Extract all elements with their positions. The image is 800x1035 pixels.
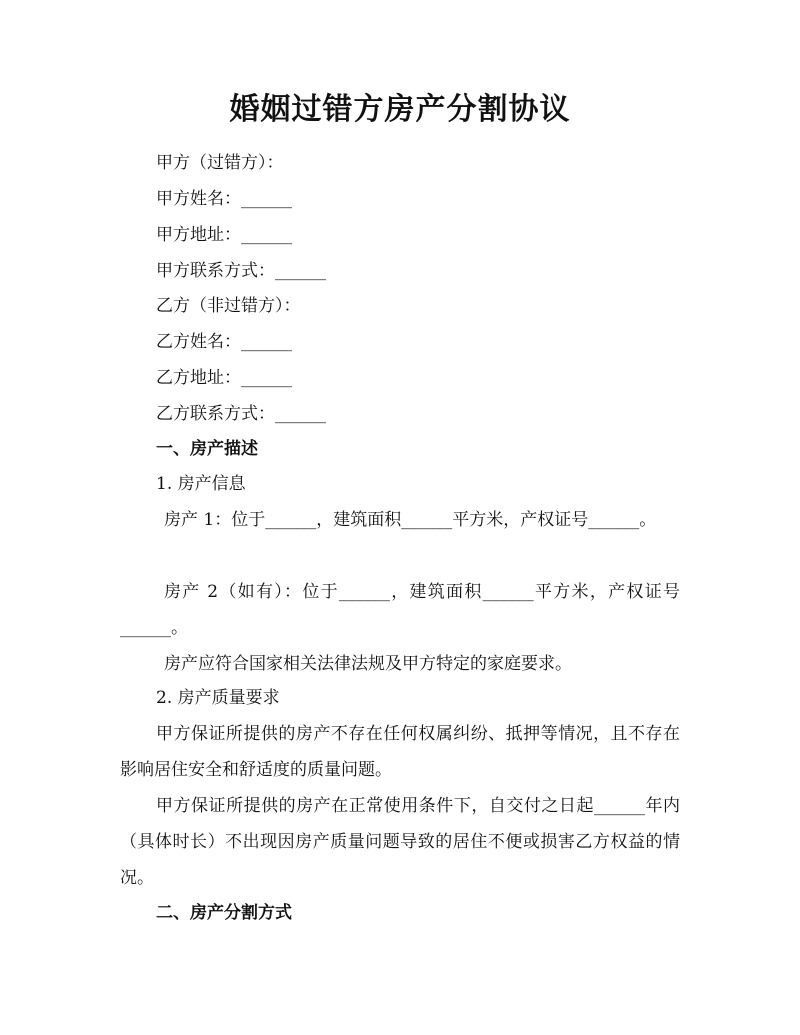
property1-paragraph: 房产 1：位于______，建筑面积______平方米，产权证号______。	[164, 510, 657, 530]
party-a-header: 甲方（过错方）：	[156, 153, 284, 173]
section1-sub2-heading: 2. 房产质量要求	[156, 688, 280, 708]
property-requirement-paragraph: 房产应符合国家相关法律法规及甲方特定的家庭要求。	[164, 654, 572, 674]
party-b-contact: 乙方联系方式：______	[156, 404, 326, 424]
property2-paragraph: 房产 2（如有）：位于______，建筑面积______平方米，产权证号______。	[120, 582, 680, 638]
party-a-name: 甲方姓名：______	[156, 189, 292, 209]
quality-paragraph-1: 甲方保证所提供的房产不存在任何权属纠纷、抵押等情况，且不存在影响居住安全和舒适度的质量问题。	[120, 724, 680, 780]
party-b-name: 乙方姓名：______	[156, 332, 292, 352]
party-a-contact: 甲方联系方式：______	[156, 261, 326, 281]
document-title: 婚姻过错方房产分割协议	[229, 92, 571, 127]
quality-paragraph-2: 甲方保证所提供的房产在正常使用条件下，自交付之日起______年内（具体时长）不出现因房产质量问题导致的居住不便或损害乙方权益的情况。	[120, 796, 680, 888]
party-b-address: 乙方地址：______	[156, 368, 292, 388]
party-b-header: 乙方（非过错方）：	[156, 296, 301, 316]
party-a-address: 甲方地址：______	[156, 225, 292, 245]
section2-heading: 二、房产分割方式	[156, 903, 292, 923]
section1-heading: 一、房产描述	[156, 439, 258, 459]
section1-sub1-heading: 1. 房产信息	[156, 474, 246, 494]
